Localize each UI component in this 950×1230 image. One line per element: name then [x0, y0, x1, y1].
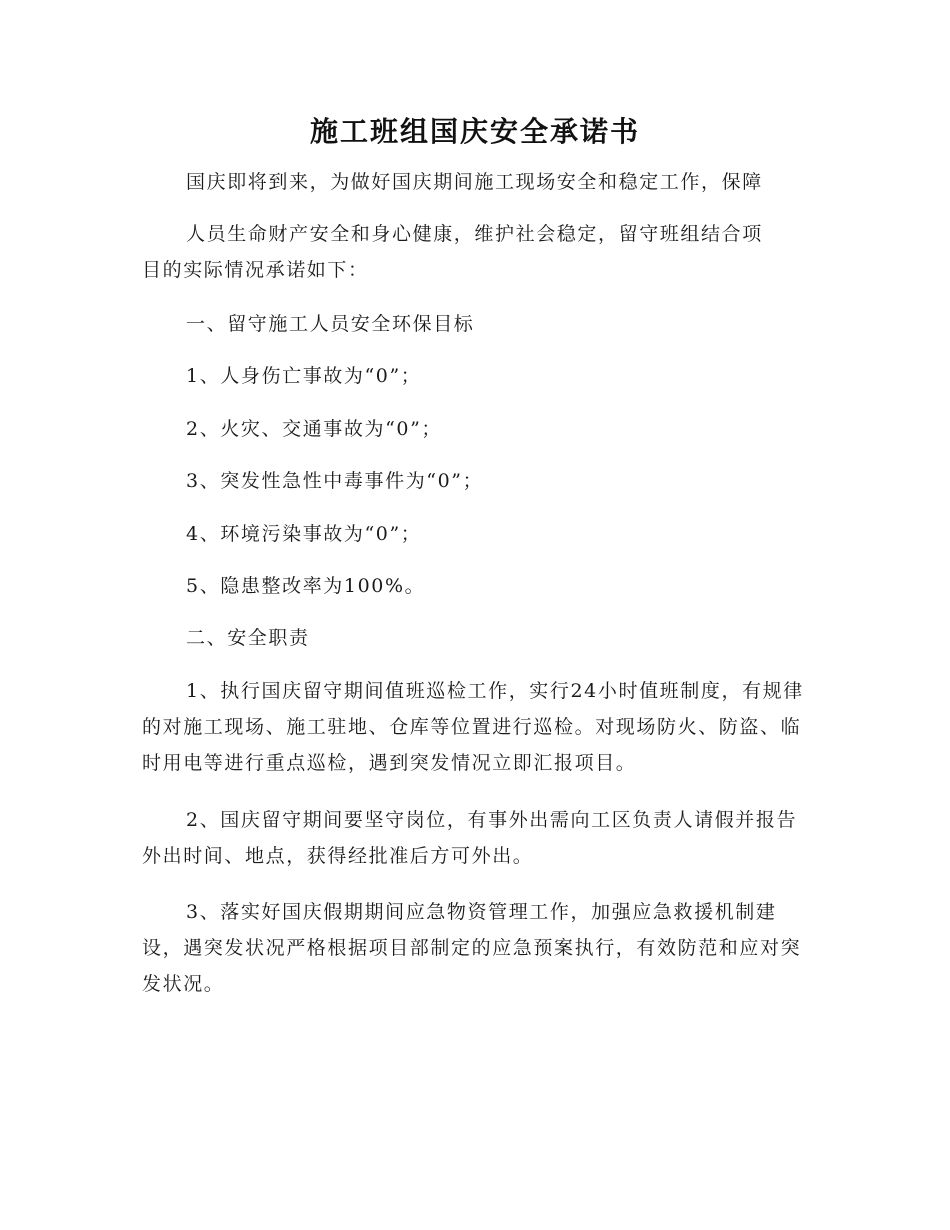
goal-item: 1、人身伤亡事故为“0”； — [186, 365, 422, 387]
goal-item: 2、火灾、交通事故为“0”； — [186, 418, 443, 440]
goal-item: 3、突发性急性中毒事件为“0”； — [186, 470, 484, 492]
duty-paragraph: 1、执行国庆留守期间值班巡检工作，实行24小时值班制度，有规律的对施工现场、施工驻地、仓库等位置进行巡检。对现场防火、防盗、临时用电等进行重点巡检，遇到突发情况立即汇报项目。 — [142, 680, 804, 774]
goal-item: 4、环境污染事故为“0”； — [186, 523, 422, 545]
intro-line-2: 人员生命财产安全和身心健康，维护社会稳定，留守班组结合项 — [186, 223, 763, 245]
goal-item: 5、隐患整改率为100%。 — [186, 575, 426, 597]
duty-paragraph: 3、落实好国庆假期期间应急物资管理工作，加强应急救援机制建设，遇突发状况严格根据项目部制定的应急预案执行，有效防范和应对突发状况。 — [142, 901, 802, 995]
section-2-heading: 二、安全职责 — [186, 627, 310, 649]
intro-line-3: 目的实际情况承诺如下： — [142, 259, 369, 281]
duty-paragraph: 2、国庆留守期间要坚守岗位，有事外出需向工区负责人请假并报告外出时间、地点，获得经批准后方可外出。 — [142, 809, 798, 867]
intro-line-1: 国庆即将到来，为做好国庆期间施工现场安全和稳定工作，保障 — [186, 171, 763, 193]
section-1-heading: 一、留守施工人员安全环保目标 — [186, 313, 475, 335]
document-title: 施工班组国庆安全承诺书 — [309, 115, 640, 148]
